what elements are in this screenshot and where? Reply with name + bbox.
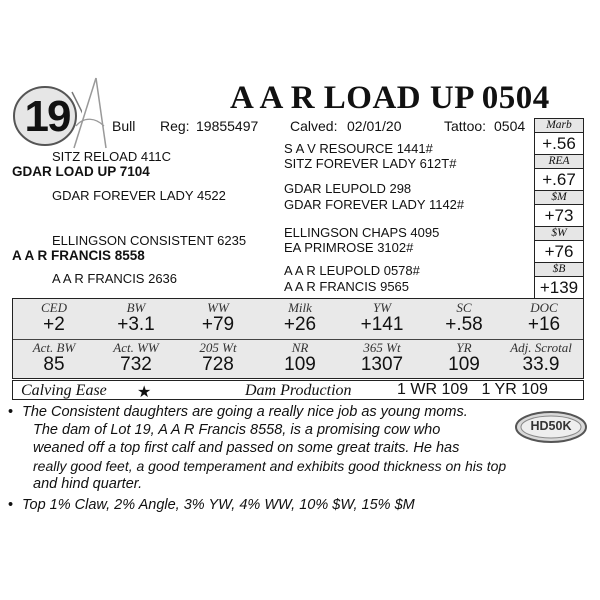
epd-value: +76	[544, 242, 574, 261]
hd50k-text: HD50K	[530, 419, 572, 433]
epd-grid	[12, 298, 584, 379]
epd-value: +79	[201, 314, 235, 335]
actual-cell-ww	[95, 341, 177, 376]
epd-value: +16	[527, 314, 561, 335]
epd-box-b	[534, 262, 584, 299]
sire-sire: SITZ RELOAD 411C	[52, 149, 171, 164]
epd-label: SC	[456, 300, 472, 315]
actual-value: 728	[202, 354, 234, 375]
pedigree-right-line: SITZ FOREVER LADY 612T#	[284, 156, 457, 171]
epd-label: DOC	[530, 300, 558, 315]
actual-label: NR	[291, 340, 309, 355]
epd-cell-ced	[13, 301, 95, 336]
epd-label: CED	[41, 300, 67, 315]
actual-label: 365 Wt	[363, 340, 401, 355]
dam-production-values: 1 WR 109 1 YR 109	[397, 381, 548, 398]
animal-name: A A R LOAD UP 0504	[230, 80, 550, 116]
calving-ease-row	[12, 380, 584, 400]
pedigree-right-line: A A R LEUPOLD 0578#	[284, 263, 420, 278]
pedigree-right-line: ELLINGSON CHAPS 4095	[284, 225, 440, 240]
calved-label: Calved:	[290, 118, 338, 134]
dam: A A R FRANCIS 8558	[12, 248, 145, 263]
note-line: The Consistent daughters are going a really nice job as young moms.	[22, 404, 468, 420]
epd-value: +73	[544, 206, 574, 225]
epd-value: +.58	[445, 314, 483, 335]
epd-label: $M	[535, 191, 583, 205]
pedigree-right-line: A A R FRANCIS 9565	[284, 279, 410, 294]
epd-label: YW	[372, 300, 392, 315]
epd-value: +.56	[542, 134, 576, 153]
note-line: Top 1% Claw, 2% Angle, 3% YW, 4% WW, 10% $W, 15% $M	[22, 497, 415, 513]
reg-label: Reg:	[160, 118, 190, 134]
actual-cell-nr	[259, 341, 341, 376]
epd-cell-bw	[95, 301, 177, 336]
epd-cell-doc	[503, 301, 585, 336]
actual-label: 205 Wt	[199, 340, 237, 355]
dam-dam: A A R FRANCIS 2636	[52, 271, 178, 286]
actual-value: 109	[448, 354, 480, 375]
pedigree-right-line: EA PRIMROSE 3102#	[284, 240, 414, 255]
sex: Bull	[112, 118, 136, 134]
pedigree-right-line: GDAR LEUPOLD 298	[284, 181, 412, 196]
epd-box-w	[534, 226, 584, 263]
actual-value: 109	[284, 354, 316, 375]
sire: GDAR LOAD UP 7104	[12, 164, 150, 179]
actual-cell-205wt	[177, 341, 259, 376]
epd-label: $B	[535, 263, 583, 277]
actual-label: Act. BW	[32, 340, 76, 355]
registration-number: 19855497	[196, 118, 259, 134]
epd-value: +139	[539, 278, 579, 297]
epd-label: REA	[535, 155, 583, 169]
actual-value: 33.9	[522, 354, 560, 375]
epd-value: +.67	[542, 170, 576, 189]
epd-value: +141	[360, 314, 404, 335]
actual-cell-yr	[423, 341, 505, 376]
actual-value: 1307	[360, 354, 404, 375]
epd-label: Milk	[288, 300, 312, 315]
actual-value: 85	[43, 354, 65, 375]
tattoo-label: Tattoo:	[444, 118, 487, 134]
epd-cell-yw	[341, 301, 423, 336]
epd-label: WW	[207, 300, 229, 315]
pedigree-right-line: S A V RESOURCE 1441#	[284, 141, 433, 156]
bullet: •	[8, 497, 14, 513]
actual-value: 732	[120, 354, 152, 375]
actual-cell-bw	[13, 341, 95, 376]
pedigree-right-line: GDAR FOREVER LADY 1142#	[284, 197, 465, 212]
note-line: weaned off a top first calf and passed on some great traits. He has	[33, 440, 460, 456]
calved-date: 02/01/20	[347, 118, 402, 134]
epd-label: BW	[126, 300, 146, 315]
note-line: and hind quarter.	[33, 476, 143, 492]
actual-cell-adj-scrotal	[497, 341, 585, 376]
dam-sire: ELLINGSON CONSISTENT 6235	[52, 233, 247, 248]
calving-ease-label: Calving Ease	[21, 382, 107, 399]
epd-value: +26	[283, 314, 317, 335]
actual-label: Act. WW	[113, 340, 159, 355]
bullet: •	[8, 404, 14, 420]
hd50k-badge	[514, 410, 588, 444]
star-icon: ★	[137, 384, 152, 401]
actual-cell-365wt	[341, 341, 423, 376]
epd-cell-milk	[259, 301, 341, 336]
epd-box-m	[534, 190, 584, 227]
actual-label: YR	[456, 340, 472, 355]
epd-cell-sc	[423, 301, 505, 336]
note-line: really good feet, a good temperament and exhibits good thickness on his top	[33, 458, 507, 474]
epd-box-rea	[534, 154, 584, 191]
dam-production-label: Dam Production	[245, 382, 352, 399]
epd-label: Marb	[535, 119, 583, 133]
epd-value: +3.1	[117, 314, 155, 335]
actual-label: Adj. Scrotal	[510, 340, 572, 355]
epd-label: $W	[535, 227, 583, 241]
epd-box-marb	[534, 118, 584, 155]
epd-cell-ww	[177, 301, 259, 336]
epd-value: +2	[43, 314, 65, 335]
lot-number: 19	[24, 92, 70, 141]
sire-dam: GDAR FOREVER LADY 4522	[52, 188, 226, 203]
tattoo: 0504	[494, 118, 526, 134]
note-line: The dam of Lot 19, A A R Francis 8558, is a promising cow who	[33, 422, 441, 438]
